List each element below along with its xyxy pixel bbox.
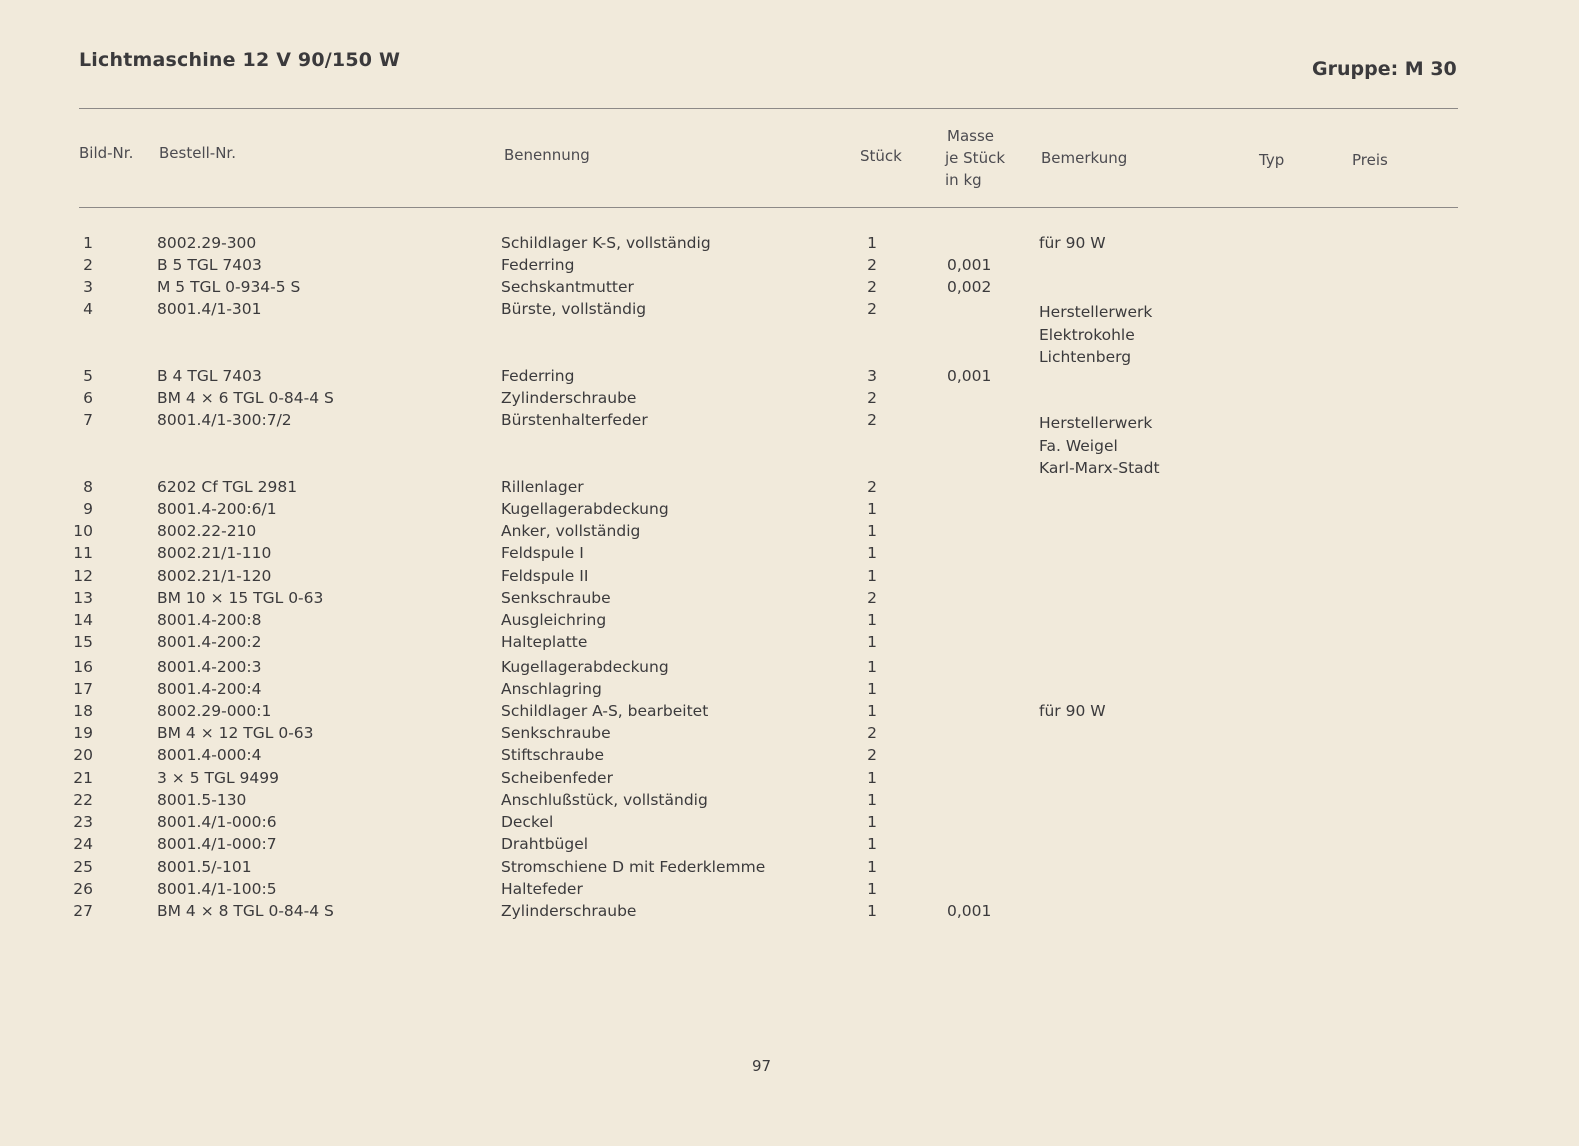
bestell-nr-cell: 3 × 5 TGL 9499 xyxy=(157,769,279,787)
table-row xyxy=(0,365,1579,387)
benennung-cell: Zylinderschraube xyxy=(501,902,637,920)
benennung-cell: Haltefeder xyxy=(501,880,583,898)
benennung-cell: Ausgleichring xyxy=(501,611,607,629)
col-header-bild-nr: Bild-Nr. xyxy=(79,144,134,162)
benennung-cell: Kugellagerabdeckung xyxy=(501,658,669,676)
remark-line: Fa. Weigel xyxy=(1039,436,1118,455)
table-row xyxy=(0,678,1579,700)
table-row xyxy=(0,476,1579,498)
table-row xyxy=(0,232,1579,254)
col-header-bemerkung: Bemerkung xyxy=(1041,149,1128,167)
benennung-cell: Bürste, vollständig xyxy=(501,300,647,318)
bild-nr-cell: 11 xyxy=(73,544,93,562)
bestell-nr-cell: 8001.4/1-100:5 xyxy=(157,880,277,898)
bild-nr-cell: 9 xyxy=(83,500,93,518)
table-row xyxy=(0,811,1579,833)
stueck-cell: 2 xyxy=(867,411,877,429)
bestell-nr-cell: 8002.29-300 xyxy=(157,234,257,252)
bestell-nr-cell: 8002.21/1-110 xyxy=(157,544,272,562)
bild-nr-cell: 7 xyxy=(83,411,93,429)
bild-nr-cell: 22 xyxy=(73,791,93,809)
table-row xyxy=(0,656,1579,678)
stueck-cell: 1 xyxy=(867,680,877,698)
bestell-nr-cell: 8001.4-200:8 xyxy=(157,611,262,629)
stueck-cell: 1 xyxy=(867,500,877,518)
bild-nr-cell: 12 xyxy=(73,567,93,585)
benennung-cell: Anschlußstück, vollständig xyxy=(501,791,708,809)
stueck-cell: 1 xyxy=(867,791,877,809)
stueck-cell: 1 xyxy=(867,544,877,562)
stueck-cell: 1 xyxy=(867,633,877,651)
benennung-cell: Scheibenfeder xyxy=(501,769,613,787)
col-header-preis: Preis xyxy=(1352,151,1388,169)
bestell-nr-cell: 8002.21/1-120 xyxy=(157,567,272,585)
bestell-nr-cell: B 4 TGL 7403 xyxy=(157,367,262,385)
bestell-nr-cell: M 5 TGL 0-934-5 S xyxy=(157,278,301,296)
benennung-cell: Bürstenhalterfeder xyxy=(501,411,648,429)
bestell-nr-cell: 8002.29-000:1 xyxy=(157,702,272,720)
bestell-nr-cell: 6202 Cf TGL 2981 xyxy=(157,478,298,496)
bild-nr-cell: 6 xyxy=(83,389,93,407)
bild-nr-cell: 15 xyxy=(73,633,93,651)
table-row xyxy=(0,789,1579,811)
benennung-cell: Schildlager K-S, vollständig xyxy=(501,234,711,252)
benennung-cell: Drahtbügel xyxy=(501,835,589,853)
remark-row-7 xyxy=(1039,412,1160,480)
benennung-cell: Zylinderschraube xyxy=(501,389,637,407)
table-row xyxy=(0,498,1579,520)
col-header-masse-1: Masse xyxy=(947,127,994,145)
benennung-cell: Halteplatte xyxy=(501,633,588,651)
bild-nr-cell: 17 xyxy=(73,680,93,698)
bestell-nr-cell: 8001.4-200:3 xyxy=(157,658,262,676)
stueck-cell: 2 xyxy=(867,478,877,496)
stueck-cell: 2 xyxy=(867,589,877,607)
page-title: Lichtmaschine 12 V 90/150 W xyxy=(79,49,401,71)
bild-nr-cell: 14 xyxy=(73,611,93,629)
stueck-cell: 1 xyxy=(867,522,877,540)
col-header-stueck: Stück xyxy=(860,147,902,165)
bild-nr-cell: 8 xyxy=(83,478,93,496)
benennung-cell: Senkschraube xyxy=(501,724,611,742)
table-row xyxy=(0,542,1579,564)
stueck-cell: 2 xyxy=(867,746,877,764)
bemerkung-cell: für 90 W xyxy=(1039,234,1106,252)
stueck-cell: 1 xyxy=(867,234,877,252)
stueck-cell: 2 xyxy=(867,300,877,318)
stueck-cell: 1 xyxy=(867,880,877,898)
bestell-nr-cell: 8001.5/-101 xyxy=(157,858,252,876)
bestell-nr-cell: BM 4 × 12 TGL 0-63 xyxy=(157,724,314,742)
bild-nr-cell: 18 xyxy=(73,702,93,720)
table-row xyxy=(0,900,1579,922)
bestell-nr-cell: 8001.4/1-300:7/2 xyxy=(157,411,292,429)
table-row xyxy=(0,587,1579,609)
benennung-cell: Federring xyxy=(501,256,575,274)
col-header-masse-3: in kg xyxy=(945,171,982,189)
benennung-cell: Senkschraube xyxy=(501,589,611,607)
stueck-cell: 3 xyxy=(867,367,877,385)
stueck-cell: 1 xyxy=(867,858,877,876)
group-label: Gruppe: M 30 xyxy=(1312,58,1457,80)
benennung-cell: Stiftschraube xyxy=(501,746,604,764)
col-header-benennung: Benennung xyxy=(504,146,590,164)
table-row xyxy=(0,722,1579,744)
remark-row-4 xyxy=(1039,301,1152,369)
table-row xyxy=(0,409,1579,431)
stueck-cell: 1 xyxy=(867,702,877,720)
table-row xyxy=(0,833,1579,855)
benennung-cell: Federring xyxy=(501,367,575,385)
col-header-typ: Typ xyxy=(1259,151,1285,169)
bild-nr-cell: 19 xyxy=(73,724,93,742)
bild-nr-cell: 23 xyxy=(73,813,93,831)
masse-cell: 0,001 xyxy=(947,902,992,920)
bild-nr-cell: 16 xyxy=(73,658,93,676)
stueck-cell: 1 xyxy=(867,567,877,585)
table-row xyxy=(0,298,1579,320)
masse-cell: 0,001 xyxy=(947,256,992,274)
stueck-cell: 1 xyxy=(867,813,877,831)
table-row xyxy=(0,700,1579,722)
table-row xyxy=(0,609,1579,631)
bestell-nr-cell: B 5 TGL 7403 xyxy=(157,256,262,274)
remark-line: Herstellerwerk xyxy=(1039,414,1153,432)
table-row xyxy=(0,520,1579,542)
bestell-nr-cell: 8001.4-200:4 xyxy=(157,680,262,698)
stueck-cell: 1 xyxy=(867,902,877,920)
benennung-cell: Kugellagerabdeckung xyxy=(501,500,669,518)
table-row xyxy=(0,856,1579,878)
stueck-cell: 1 xyxy=(867,769,877,787)
table-row xyxy=(0,276,1579,298)
remark-line: Lichtenberg xyxy=(1039,348,1132,366)
stueck-cell: 1 xyxy=(867,611,877,629)
benennung-cell: Deckel xyxy=(501,813,554,831)
page-number: 97 xyxy=(752,1057,772,1075)
stueck-cell: 2 xyxy=(867,278,877,296)
bestell-nr-cell: 8001.4/1-000:7 xyxy=(157,835,277,853)
bild-nr-cell: 4 xyxy=(83,300,93,318)
bild-nr-cell: 5 xyxy=(83,367,93,385)
bestell-nr-cell: BM 4 × 8 TGL 0-84-4 S xyxy=(157,902,334,920)
benennung-cell: Rillenlager xyxy=(501,478,584,496)
table-row xyxy=(0,767,1579,789)
bild-nr-cell: 24 xyxy=(73,835,93,853)
bild-nr-cell: 21 xyxy=(73,769,93,787)
stueck-cell: 2 xyxy=(867,389,877,407)
table-row xyxy=(0,387,1579,409)
bild-nr-cell: 25 xyxy=(73,858,93,876)
bemerkung-cell: für 90 W xyxy=(1039,702,1106,720)
benennung-cell: Stromschiene D mit Federklemme xyxy=(501,858,766,876)
bestell-nr-cell: 8002.22-210 xyxy=(157,522,257,540)
remark-line: Herstellerwerk xyxy=(1039,303,1153,321)
benennung-cell: Feldspule II xyxy=(501,567,589,585)
remark-line: Karl-Marx-Stadt xyxy=(1039,459,1160,477)
bestell-nr-cell: BM 10 × 15 TGL 0-63 xyxy=(157,589,324,607)
stueck-cell: 1 xyxy=(867,658,877,676)
bild-nr-cell: 13 xyxy=(73,589,93,607)
benennung-cell: Anker, vollständig xyxy=(501,522,641,540)
benennung-cell: Feldspule I xyxy=(501,544,584,562)
table-row xyxy=(0,565,1579,587)
remark-line: Elektrokohle xyxy=(1039,325,1135,344)
bild-nr-cell: 10 xyxy=(73,522,93,540)
table-row xyxy=(0,878,1579,900)
top-rule xyxy=(79,108,1458,109)
col-header-masse-2: je Stück xyxy=(945,149,1006,167)
bestell-nr-cell: 8001.4-000:4 xyxy=(157,746,262,764)
masse-cell: 0,001 xyxy=(947,367,992,385)
table-row xyxy=(0,254,1579,276)
bild-nr-cell: 27 xyxy=(73,902,93,920)
col-header-bestell-nr: Bestell-Nr. xyxy=(159,144,236,162)
benennung-cell: Anschlagring xyxy=(501,680,602,698)
bild-nr-cell: 1 xyxy=(83,234,93,252)
bild-nr-cell: 26 xyxy=(73,880,93,898)
bestell-nr-cell: 8001.4/1-000:6 xyxy=(157,813,277,831)
stueck-cell: 2 xyxy=(867,724,877,742)
bild-nr-cell: 20 xyxy=(73,746,93,764)
bestell-nr-cell: 8001.4/1-301 xyxy=(157,300,262,318)
masse-cell: 0,002 xyxy=(947,278,992,296)
header-rule xyxy=(79,207,1458,208)
bild-nr-cell: 3 xyxy=(83,278,93,296)
benennung-cell: Sechskantmutter xyxy=(501,278,634,296)
stueck-cell: 2 xyxy=(867,256,877,274)
bestell-nr-cell: BM 4 × 6 TGL 0-84-4 S xyxy=(157,389,334,407)
stueck-cell: 1 xyxy=(867,835,877,853)
table-row xyxy=(0,744,1579,766)
bild-nr-cell: 2 xyxy=(83,256,93,274)
benennung-cell: Schildlager A-S, bearbeitet xyxy=(501,702,709,720)
table-row xyxy=(0,631,1579,653)
bestell-nr-cell: 8001.4-200:2 xyxy=(157,633,262,651)
bestell-nr-cell: 8001.4-200:6/1 xyxy=(157,500,277,518)
bestell-nr-cell: 8001.5-130 xyxy=(157,791,247,809)
